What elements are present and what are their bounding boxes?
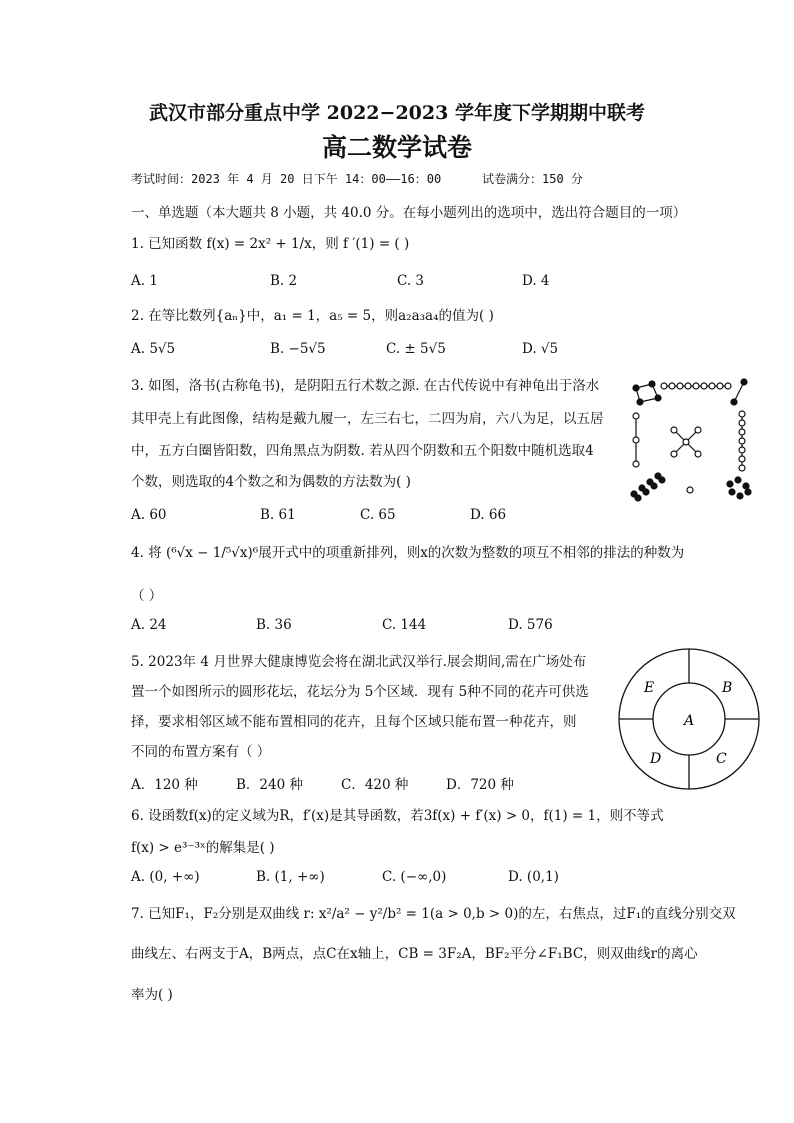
question-7-line-2: 曲线左、右两支于A，B两点，点C在x轴上，CB = 3F₂A，BF₂平分∠F₁BC，则双曲线r的离心 <box>131 946 698 962</box>
region-c-label: C <box>716 751 727 767</box>
q6-option-a: A. (0, +∞) <box>131 869 200 885</box>
question-6-line-1: 6. 设函数f(x)的定义域为R，f′(x)是其导函数，若3f(x) + f′(x) > 0，f(1) = 1，则不等式 <box>131 808 664 824</box>
region-d-label: D <box>650 751 662 767</box>
question-7-line-1: 7. 已知F₁，F₂分别是双曲线 r: x²/a² − y²/b² = 1(a > 0,b > 0)的左，右焦点，过F₁的直线分别交双 <box>131 906 736 922</box>
q3-option-c: C. 65 <box>360 507 396 523</box>
q4-option-c: C. 144 <box>382 617 427 633</box>
question-6-line-2: f(x) > e³⁻³ˣ的解集是( ) <box>131 840 275 856</box>
q2-option-c: C. ± 5√5 <box>386 341 446 357</box>
question-1-stem: 1. 已知函数 f(x) = 2x² + 1/x，则 f ′(1) = ( ) <box>131 236 410 252</box>
q5-option-c: C．420 种 <box>341 777 409 793</box>
question-5-line-1: 5. 2023年 4 月世界大健康博览会将在湖北武汉举行.展会期间,需在广场处布 <box>131 654 587 670</box>
exam-subtitle: 高二数学试卷 <box>321 133 472 162</box>
q4-option-a: A. 24 <box>131 617 167 633</box>
region-b-label: B <box>722 680 733 696</box>
region-a-label: A <box>684 713 695 729</box>
q1-option-b: B. 2 <box>270 273 298 289</box>
region-e-label: E <box>644 680 655 696</box>
question-4-line-2: （ ） <box>131 588 163 604</box>
flower-bed-figure <box>614 646 764 792</box>
q3-option-a: A. 60 <box>131 507 167 523</box>
question-3-line-3: 中，五方白圈皆阳数，四角黑点为阴数. 若从四个阴数和五个阳数中随机选取4 <box>131 443 594 459</box>
q2-option-d: D. √5 <box>522 341 559 357</box>
q4-option-b: B. 36 <box>256 617 292 633</box>
question-3-line-1: 3. 如图，洛书(古称龟书)，是阴阳五行术数之源. 在古代传说中有神龟出于洛水 <box>131 378 600 394</box>
exam-time: 考试时间：2023 年 4 月 20 日下午 14：00——16：00 <box>131 172 442 186</box>
q1-option-d: D. 4 <box>522 273 550 289</box>
q1-option-c: C. 3 <box>397 273 425 289</box>
q2-option-b: B. −5√5 <box>270 341 326 357</box>
question-3-line-4: 个数，则选取的4个数之和为偶数的方法数为( ) <box>131 474 411 490</box>
q6-option-d: D. (0,1) <box>508 869 559 885</box>
question-5-line-4: 不同的布置方案有（ ） <box>131 744 271 760</box>
question-2-stem: 2. 在等比数列{aₙ}中，a₁ = 1，a₅ = 5，则a₂a₃a₄的值为( ) <box>131 308 494 324</box>
full-score: 试卷满分：150 分 <box>482 172 583 186</box>
exam-title: 武汉市部分重点中学 2022−2023 学年度下学期期中联考 <box>149 102 645 124</box>
section-heading: 一、单选题（本大题共 8 小题，共 40.0 分。在每小题列出的选项中，选出符合题目的一项） <box>131 205 687 221</box>
question-7-line-3: 率为( ) <box>131 987 173 1003</box>
question-4-line-1: 4. 将 (⁶√x − 1/⁵√x)⁶展开式中的项重新排列，则x的次数为整数的项互不相邻的排法的种数为 <box>131 545 685 561</box>
q6-option-b: B. (1, +∞) <box>256 869 325 885</box>
question-5-line-3: 择，要求相邻区域不能布置相同的花卉，且每个区域只能布置一种花卉，则 <box>131 714 577 730</box>
question-5-line-2: 置一个如图所示的圆形花坛，花坛分为 5个区域．现有 5种不同的花卉可供选 <box>131 684 589 700</box>
q5-option-d: D．720 种 <box>446 777 514 793</box>
q6-option-c: C. (−∞,0) <box>382 869 447 885</box>
q4-option-d: D. 576 <box>508 617 553 633</box>
luoshu-figure <box>622 374 762 504</box>
q5-option-a: A．120 种 <box>131 777 198 793</box>
q3-option-b: B. 61 <box>260 507 296 523</box>
q2-option-a: A. 5√5 <box>131 341 176 357</box>
q3-option-d: D. 66 <box>470 507 507 523</box>
question-3-line-2: 其甲壳上有此图像，结构是戴九履一，左三右七，二四为肩，六八为足，以五居 <box>131 411 604 427</box>
q1-option-a: A. 1 <box>131 273 158 289</box>
q5-option-b: B．240 种 <box>236 777 303 793</box>
